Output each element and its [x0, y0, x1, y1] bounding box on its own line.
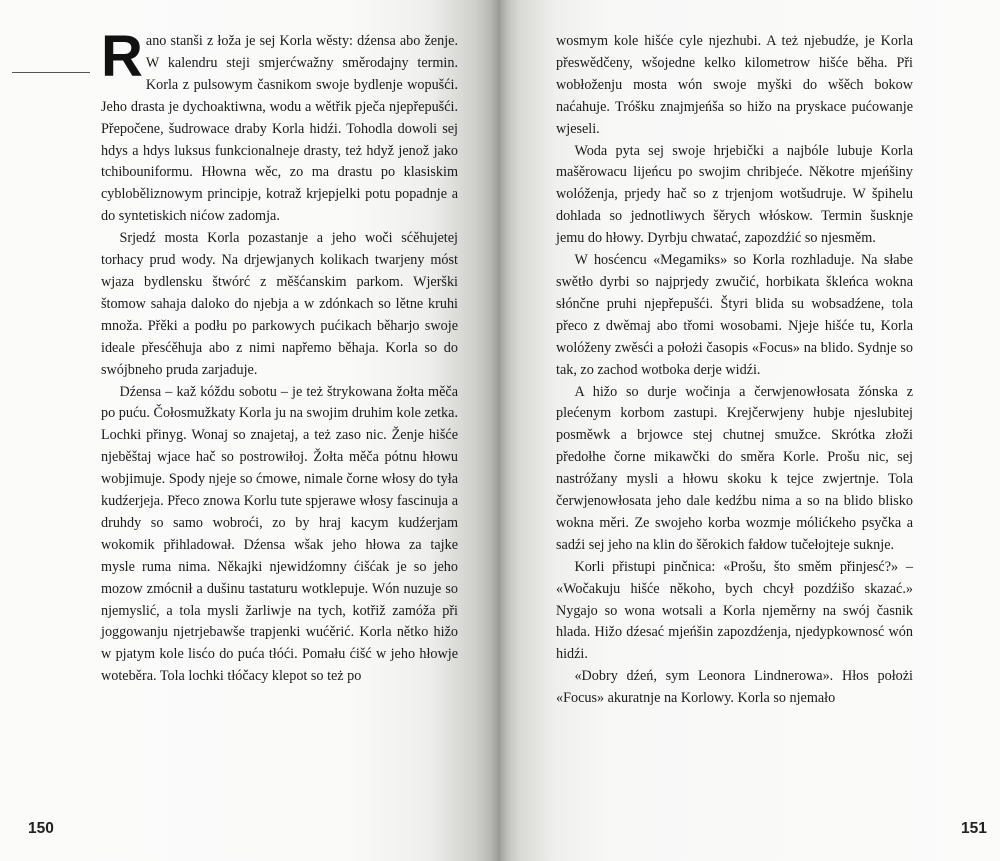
paragraph: «Dobry dźeń, sym Leonora Lindnerowa». Hłos położi «Focus» akuratnje na Korlowy. Korla so njemało: [556, 668, 913, 707]
paragraph: wosmym kole hišće cyle njezhubi. A też njebudźe, je Korla přeswědčeny, wšojedne kelko kilometrow hišće běha. Při wobłoženju mosta wón swoje myški do wšěch bokow naćahuje. Tróšku znajmjeńša so hižo na pryskace pućowanje wjeseli.: [556, 33, 913, 137]
page-number-right: 151: [961, 820, 987, 837]
page-number-left: 150: [28, 820, 54, 837]
paragraph: Srjedź mosta Korla pozastanje a jeho woči sćěhujetej torhacy prud wody. Na drjewjanych kolikach twarjeny móst wjaza bydlensku štwórć z měšćanskim parkom. Wjerški štomow sahaja daloko do njebja a w zdónkach so lětne kruhi množa. Přěki a podłu po parkowych pućikach běharjo swoje ideale přesćěhuja abo z nimi napřemo běhaja. Korla so do swójbneho pruda zarjaduje.: [101, 230, 458, 378]
paragraph: Dźensa – kaž kóždu sobotu – je też štrykowana žołta měča po puću. Čołosmužkaty Korla ju na swojim druhim kole zetka. Lochki přinyg. Wonaj so znajetaj, a też zaso nic. Ženje hišće njeběštaj wjace hač so postrowiłoj. Žołta měča pótnu hłowu wobjimuje. Spody njeje so ćmowe, nimale čorne włosy do tyła kudźerjeja. Přeco znowa Korlu tute spjerawe włosy fascinuja a druhdy so samo wobroći, zo by hraj kacym kudźerjam wokomik přihladował. Dźensa wšak jeho hłowa za tajke mysle ruma nima. Někajki njewidźomny ćišćak je so jeho mozow zmócnił a dušinu tastaturu wotklepuje. Wón nuzuje so njemyslić, a tola mysli žarliwje na tych, kotřiž zamóža při joggowanju njetrjebawše trapjenki wućěrić. Korla nětko hižo w pjatym kole lisćo do puća tłóći. Pomału ćišć w jeho hłowje woteběra. Tola lochki tłóčacy klepot so też po: [101, 383, 458, 685]
paragraph: [101, 24, 458, 228]
paragraph: W hosćencu «Megamiks» so Korla rozhladuje. Na słabe swětło dyrbi so najprjedy zwučić, horbikata škleńca wokna słónčne pruhi njepřepušći. Štyri blida su wobsadźene, tola přeco z dwěmaj abo třomi wosobami. Njeje hišće tu, Korla wolóženy zwěsći a położi časopis «Focus» na blido. Sydnje so tak, zo zachod wotboka derje widźi.: [556, 252, 913, 378]
chapter-start-rule: [12, 72, 90, 73]
left-page-text: [101, 24, 458, 688]
right-page-text: [556, 31, 913, 710]
right-page: [500, 0, 1000, 861]
paragraph: A hižo so durje wočinja a čerwjenowłosata žónska z plećenym korbom zastupi. Krejčerwjeny hubje njeslubitej posměwk a brjowce stej chutnej smužce. Skrótka złoži předołhe čorne mikawčki do směra Korle. Prošu nic, sej nastróžany mysli a hłowu skoku k tejce zwjertnje. Tola čerwjenowłosata jeho dale kedźbu nima a so na blido blisko wokna měri. Ze swojeho korba wozmje mólićkeho psyčka a sadźi sej jeho na klin do šěrokich fałdow tučełojteje suknje.: [556, 383, 913, 553]
paragraph: Woda pyta sej swoje hrjebički a najbóle lubuje Korla mašěrowacu lijeńcu po swojim chribjeće. Někotre mjeńšiny wolóženja, prjedy hač so z trjenjom wotšudruje. W špihelu dohlada so jednotliwych šěrych włóskow. Termin šusknje jemu do hłowy. Dyrbju chwatać, zapozdźić so njesměm.: [556, 142, 913, 247]
paragraph-text: ano stanši z łoža je sej Korla wěsty: dźensa abo ženje. W kalendru steji smjerćwažny směrodajny termin. Korla z pulsowym časnikom swoje bydlenje wopušći. Jeho drasta je dychoaktiwna, wodu a wětřik pječa njepřepušći. Přepočene, šudrowace draby Korla hidźi. Tohodla dowoli sej hdys a hdys luksus funkcionalneje drasty, też hdyž jenož jako tchibouniformu. Hłowna wěc, zo ma drastu po klasiskim cybloběliznowym principje, kotraž krjepjelki potu popadnje a do syntetiskich nićow zadomja.: [101, 33, 458, 225]
drop-cap: R: [101, 24, 143, 89]
paragraph: Korli přistupi pinčnica: «Prošu, što směm přinjesć?» – «Wočakuju hišće někoho, bych chcył pozdźišo skazać.» Nygajo so wona wotsali a Korla njeměrny na swój časnik hlada. Hižo dźesać mjeńšin zapozdźenja, njedypkownosć wón hidźi.: [556, 558, 913, 663]
